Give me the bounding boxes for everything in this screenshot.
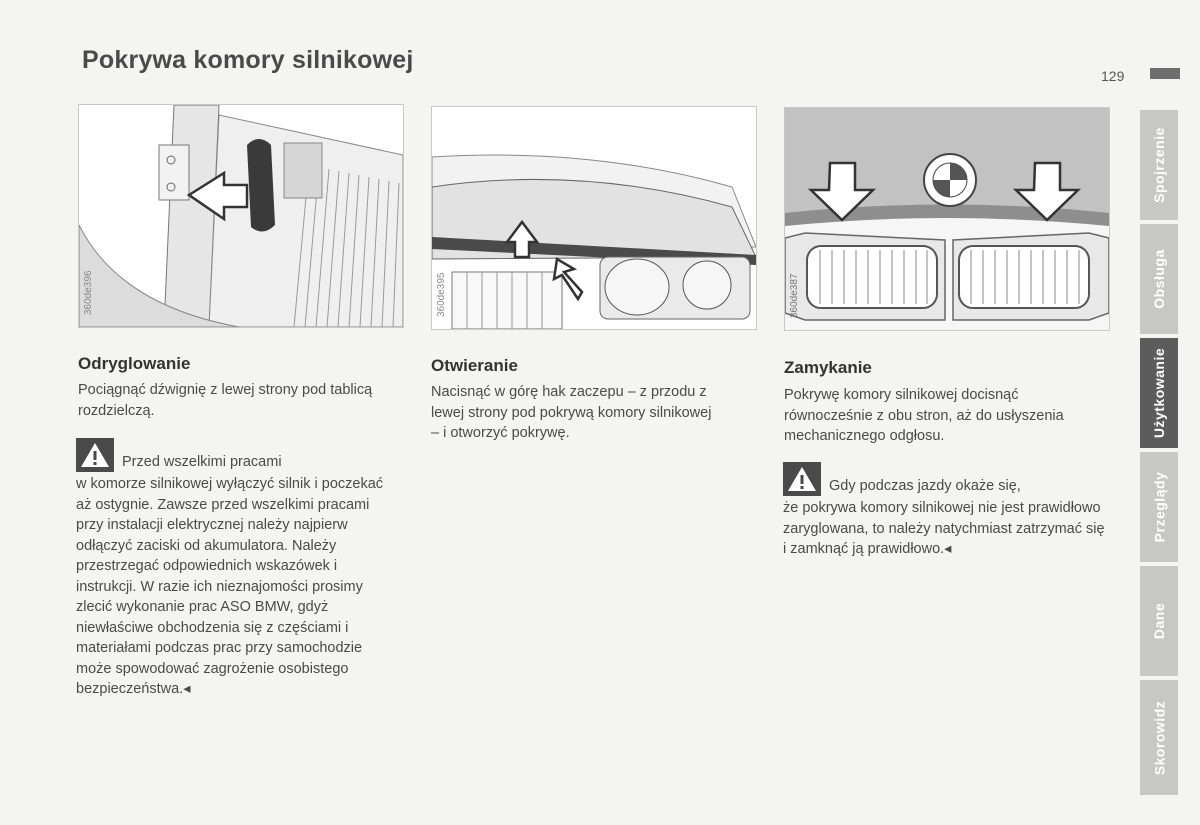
page-marker [1150, 68, 1180, 79]
warning-text: w komorze silnikowej wyłączyć silnik i poczekać aż ostygnie. Zawsze przed wszelkimi pracami przy instalacji elektrycznej należy najpierw odłączyć zaciski od akumulatora. Należy przestrzegać odpowiednich wskazówek i instrukcji. W razie ich nieznajomości prosimy zlecić wykonanie prac ASO BMW, gdyż niewłaściwe obchodzenia się z częściami i materiałami podczas prac przy samochodzie może spowodować zagrożenie osobistego bezpieczeństwa.◂ [76, 476, 384, 697]
tab-spojrzenie[interactable] [1140, 110, 1178, 220]
tab-label: Spojrzenie [1151, 127, 1168, 203]
tab-label: Dane [1150, 602, 1167, 640]
tab-label: Skorowidz [1151, 700, 1168, 775]
heading-zamykanie: Zamykanie [784, 358, 872, 377]
figure-hood-opening [431, 106, 757, 330]
figure-hood-release-lever [78, 104, 404, 328]
figure-code: 360de396 [83, 270, 94, 315]
warning-block-engine [76, 438, 388, 700]
tab-dane[interactable] [1140, 566, 1178, 676]
heading-otwieranie: Otwieranie [431, 356, 518, 375]
figure-code: 360de387 [789, 273, 800, 318]
figure-hood-closing [784, 107, 1110, 331]
warning-triangle-icon [76, 438, 114, 472]
warning-first-line: Gdy podczas jazdy okaże się, [829, 478, 1021, 494]
text-zamykanie: Pokrywę komory silnikowej docisnąć równocześnie z obu stron, aż do usłyszenia mechanicznego odgłosu. [784, 387, 1064, 444]
text-odryglowanie: Pociągnąć dźwignię z lewej strony pod tablicą rozdzielczą. [78, 382, 373, 419]
tab-skorowidz[interactable] [1140, 680, 1178, 795]
page-title: Pokrywa komory silnikowej [82, 46, 414, 74]
tab-uzytkowanie[interactable] [1140, 338, 1178, 448]
page-number: 129 [1101, 68, 1125, 84]
tab-label: Przeglądy [1151, 471, 1168, 543]
warning-triangle-icon [783, 462, 821, 496]
warning-text: że pokrywa komory silnikowej nie jest prawidłowo zaryglowana, to należy natychmiast zatrzymać się i zamknąć ją prawidłowo.◂ [783, 500, 1105, 557]
text-otwieranie: Nacisnąć w górę hak zaczepu – z przodu z lewej strony pod pokrywą komory silnikowej – i otworzyć pokrywę. [431, 384, 712, 441]
tab-przeglady[interactable] [1140, 452, 1178, 562]
figure-code: 360de395 [436, 272, 447, 317]
heading-odryglowanie: Odryglowanie [78, 354, 191, 373]
tab-label: Obsługa [1151, 249, 1168, 309]
warning-block-hood [783, 462, 1105, 560]
warning-first-line: Przed wszelkimi pracami [122, 454, 282, 470]
tab-label: Użytkowanie [1151, 347, 1167, 439]
tab-obsluga[interactable] [1140, 224, 1178, 334]
